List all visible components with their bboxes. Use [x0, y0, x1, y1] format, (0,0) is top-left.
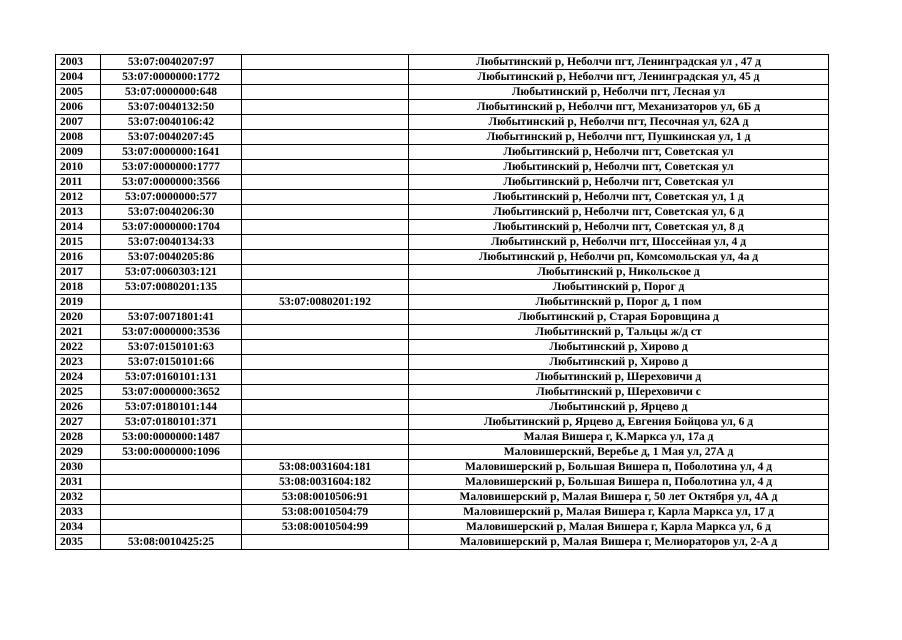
- object-cadastral-number-cell: [242, 370, 409, 385]
- object-cadastral-number-cell: [242, 445, 409, 460]
- row-number-cell: 2004: [56, 70, 101, 85]
- land-cadastral-number-cell: 53:07:0000000:3536: [101, 325, 242, 340]
- table-row: [56, 205, 829, 220]
- object-cadastral-number-cell: [242, 325, 409, 340]
- address-cell: Любытинский р, Неболчи пгт, Советская ул, 6 д: [409, 205, 829, 220]
- row-number-cell: 2012: [56, 190, 101, 205]
- address-cell: Любытинский р, Неболчи пгт, Советская ул: [409, 145, 829, 160]
- land-cadastral-number-cell: 53:07:0040205:86: [101, 250, 242, 265]
- table-row: [56, 535, 829, 550]
- object-cadastral-number-cell: [242, 145, 409, 160]
- row-number-cell: 2011: [56, 175, 101, 190]
- address-cell: Маловишерский, Веребье д, 1 Мая ул, 27А д: [409, 445, 829, 460]
- table-row: [56, 55, 829, 70]
- table-row: [56, 370, 829, 385]
- address-cell: Любытинский р, Неболчи пгт, Пушкинская ул, 1 д: [409, 130, 829, 145]
- table-row: [56, 295, 829, 310]
- land-cadastral-number-cell: 53:07:0040206:30: [101, 205, 242, 220]
- land-cadastral-number-cell: 53:07:0180101:371: [101, 415, 242, 430]
- land-cadastral-number-cell: [101, 520, 242, 535]
- object-cadastral-number-cell: [242, 205, 409, 220]
- row-number-cell: 2023: [56, 355, 101, 370]
- object-cadastral-number-cell: 53:08:0010504:79: [242, 505, 409, 520]
- row-number-cell: 2032: [56, 490, 101, 505]
- row-number-cell: 2006: [56, 100, 101, 115]
- land-cadastral-number-cell: 53:07:0000000:3652: [101, 385, 242, 400]
- table-row: [56, 430, 829, 445]
- table-row: [56, 85, 829, 100]
- land-cadastral-number-cell: 53:07:0000000:1772: [101, 70, 242, 85]
- object-cadastral-number-cell: [242, 250, 409, 265]
- object-cadastral-number-cell: [242, 190, 409, 205]
- land-cadastral-number-cell: 53:00:0000000:1096: [101, 445, 242, 460]
- address-cell: Маловишерский р, Малая Вишера г, 50 лет Октября ул, 4А д: [409, 490, 829, 505]
- table-row: [56, 190, 829, 205]
- address-cell: Любытинский р, Неболчи пгт, Ленинградская ул, 45 д: [409, 70, 829, 85]
- land-cadastral-number-cell: 53:07:0040207:97: [101, 55, 242, 70]
- land-cadastral-number-cell: [101, 460, 242, 475]
- address-cell: Любытинский р, Неболчи рп, Комсомольская ул, 4а д: [409, 250, 829, 265]
- address-cell: Любытинский р, Неболчи пгт, Ленинградская ул , 47 д: [409, 55, 829, 70]
- object-cadastral-number-cell: [242, 100, 409, 115]
- address-cell: Любытинский р, Хирово д: [409, 355, 829, 370]
- land-cadastral-number-cell: 53:07:0000000:1641: [101, 145, 242, 160]
- address-cell: Маловишерский р, Малая Вишера г, Мелиораторов ул, 2-А д: [409, 535, 829, 550]
- land-cadastral-number-cell: 53:07:0040106:42: [101, 115, 242, 130]
- land-cadastral-number-cell: [101, 475, 242, 490]
- address-cell: Малая Вишера г, К.Маркса ул, 17а д: [409, 430, 829, 445]
- row-number-cell: 2015: [56, 235, 101, 250]
- land-cadastral-number-cell: 53:07:0150101:66: [101, 355, 242, 370]
- object-cadastral-number-cell: [242, 385, 409, 400]
- table-row: [56, 235, 829, 250]
- table-row: [56, 460, 829, 475]
- table-row: [56, 505, 829, 520]
- land-cadastral-number-cell: 53:07:0160101:131: [101, 370, 242, 385]
- object-cadastral-number-cell: [242, 355, 409, 370]
- address-cell: Маловишерский р, Малая Вишера г, Карла Маркса ул, 6 д: [409, 520, 829, 535]
- address-cell: Любытинский р, Тальцы ж/д ст: [409, 325, 829, 340]
- object-cadastral-number-cell: [242, 160, 409, 175]
- object-cadastral-number-cell: [242, 415, 409, 430]
- land-cadastral-number-cell: 53:07:0060303:121: [101, 265, 242, 280]
- object-cadastral-number-cell: [242, 235, 409, 250]
- registry-table-body: [56, 55, 829, 550]
- object-cadastral-number-cell: [242, 70, 409, 85]
- row-number-cell: 2025: [56, 385, 101, 400]
- table-row: [56, 475, 829, 490]
- table-row: [56, 340, 829, 355]
- table-row: [56, 325, 829, 340]
- address-cell: Любытинский р, Порог д: [409, 280, 829, 295]
- land-cadastral-number-cell: 53:07:0000000:577: [101, 190, 242, 205]
- land-cadastral-number-cell: 53:07:0000000:1704: [101, 220, 242, 235]
- row-number-cell: 2026: [56, 400, 101, 415]
- row-number-cell: 2028: [56, 430, 101, 445]
- table-row: [56, 70, 829, 85]
- land-cadastral-number-cell: 53:08:0010425:25: [101, 535, 242, 550]
- land-cadastral-number-cell: 53:07:0040134:33: [101, 235, 242, 250]
- object-cadastral-number-cell: 53:08:0031604:181: [242, 460, 409, 475]
- object-cadastral-number-cell: [242, 175, 409, 190]
- row-number-cell: 2017: [56, 265, 101, 280]
- address-cell: Любытинский р, Шереховичи с: [409, 385, 829, 400]
- document-page: [55, 54, 828, 550]
- table-row: [56, 310, 829, 325]
- table-row: [56, 385, 829, 400]
- address-cell: Любытинский р, Ярцево д: [409, 400, 829, 415]
- table-row: [56, 220, 829, 235]
- row-number-cell: 2010: [56, 160, 101, 175]
- table-row: [56, 400, 829, 415]
- address-cell: Маловишерский р, Большая Вишера п, Поболотина ул, 4 д: [409, 460, 829, 475]
- address-cell: Любытинский р, Неболчи пгт, Советская ул: [409, 175, 829, 190]
- address-cell: Любытинский р, Хирово д: [409, 340, 829, 355]
- row-number-cell: 2016: [56, 250, 101, 265]
- address-cell: Любытинский р, Ярцево д, Евгения Бойцова ул, 6 д: [409, 415, 829, 430]
- land-cadastral-number-cell: 53:00:0000000:1487: [101, 430, 242, 445]
- land-cadastral-number-cell: 53:07:0071801:41: [101, 310, 242, 325]
- row-number-cell: 2005: [56, 85, 101, 100]
- table-row: [56, 115, 829, 130]
- row-number-cell: 2027: [56, 415, 101, 430]
- table-row: [56, 145, 829, 160]
- row-number-cell: 2008: [56, 130, 101, 145]
- object-cadastral-number-cell: [242, 265, 409, 280]
- object-cadastral-number-cell: [242, 115, 409, 130]
- row-number-cell: 2003: [56, 55, 101, 70]
- row-number-cell: 2014: [56, 220, 101, 235]
- row-number-cell: 2030: [56, 460, 101, 475]
- table-row: [56, 280, 829, 295]
- land-cadastral-number-cell: 53:07:0180101:144: [101, 400, 242, 415]
- table-row: [56, 415, 829, 430]
- table-row: [56, 160, 829, 175]
- table-row: [56, 445, 829, 460]
- object-cadastral-number-cell: [242, 430, 409, 445]
- address-cell: Любытинский р, Неболчи пгт, Лесная ул: [409, 85, 829, 100]
- land-cadastral-number-cell: 53:07:0000000:648: [101, 85, 242, 100]
- registry-table: [55, 54, 829, 550]
- object-cadastral-number-cell: [242, 400, 409, 415]
- object-cadastral-number-cell: [242, 310, 409, 325]
- object-cadastral-number-cell: [242, 280, 409, 295]
- object-cadastral-number-cell: 53:07:0080201:192: [242, 295, 409, 310]
- object-cadastral-number-cell: [242, 130, 409, 145]
- address-cell: Любытинский р, Неболчи пгт, Советская ул, 8 д: [409, 220, 829, 235]
- address-cell: Любытинский р, Неболчи пгт, Советская ул, 1 д: [409, 190, 829, 205]
- address-cell: Маловишерский р, Малая Вишера г, Карла Маркса ул, 17 д: [409, 505, 829, 520]
- row-number-cell: 2019: [56, 295, 101, 310]
- row-number-cell: 2034: [56, 520, 101, 535]
- land-cadastral-number-cell: [101, 490, 242, 505]
- row-number-cell: 2035: [56, 535, 101, 550]
- land-cadastral-number-cell: 53:07:0080201:135: [101, 280, 242, 295]
- row-number-cell: 2031: [56, 475, 101, 490]
- table-row: [56, 490, 829, 505]
- land-cadastral-number-cell: 53:07:0000000:1777: [101, 160, 242, 175]
- table-row: [56, 265, 829, 280]
- table-row: [56, 520, 829, 535]
- land-cadastral-number-cell: 53:07:0000000:3566: [101, 175, 242, 190]
- address-cell: Любытинский р, Шереховичи д: [409, 370, 829, 385]
- row-number-cell: 2029: [56, 445, 101, 460]
- row-number-cell: 2013: [56, 205, 101, 220]
- row-number-cell: 2033: [56, 505, 101, 520]
- land-cadastral-number-cell: [101, 295, 242, 310]
- object-cadastral-number-cell: [242, 55, 409, 70]
- address-cell: Любытинский р, Неболчи пгт, Советская ул: [409, 160, 829, 175]
- row-number-cell: 2024: [56, 370, 101, 385]
- address-cell: Любытинский р, Порог д, 1 пом: [409, 295, 829, 310]
- object-cadastral-number-cell: 53:08:0010506:91: [242, 490, 409, 505]
- table-row: [56, 175, 829, 190]
- table-row: [56, 100, 829, 115]
- address-cell: Любытинский р, Неболчи пгт, Механизаторов ул, 6Б д: [409, 100, 829, 115]
- table-row: [56, 130, 829, 145]
- row-number-cell: 2009: [56, 145, 101, 160]
- address-cell: Любытинский р, Никольское д: [409, 265, 829, 280]
- address-cell: Любытинский р, Старая Боровщина д: [409, 310, 829, 325]
- object-cadastral-number-cell: [242, 535, 409, 550]
- land-cadastral-number-cell: 53:07:0150101:63: [101, 340, 242, 355]
- table-row: [56, 355, 829, 370]
- land-cadastral-number-cell: [101, 505, 242, 520]
- table-row: [56, 250, 829, 265]
- address-cell: Любытинский р, Неболчи пгт, Песочная ул, 62А д: [409, 115, 829, 130]
- land-cadastral-number-cell: 53:07:0040207:45: [101, 130, 242, 145]
- object-cadastral-number-cell: [242, 220, 409, 235]
- object-cadastral-number-cell: 53:08:0010504:99: [242, 520, 409, 535]
- row-number-cell: 2022: [56, 340, 101, 355]
- row-number-cell: 2020: [56, 310, 101, 325]
- row-number-cell: 2021: [56, 325, 101, 340]
- address-cell: Любытинский р, Неболчи пгт, Шоссейная ул, 4 д: [409, 235, 829, 250]
- object-cadastral-number-cell: [242, 85, 409, 100]
- row-number-cell: 2018: [56, 280, 101, 295]
- address-cell: Маловишерский р, Большая Вишера п, Поболотина ул, 4 д: [409, 475, 829, 490]
- object-cadastral-number-cell: [242, 340, 409, 355]
- row-number-cell: 2007: [56, 115, 101, 130]
- object-cadastral-number-cell: 53:08:0031604:182: [242, 475, 409, 490]
- land-cadastral-number-cell: 53:07:0040132:50: [101, 100, 242, 115]
